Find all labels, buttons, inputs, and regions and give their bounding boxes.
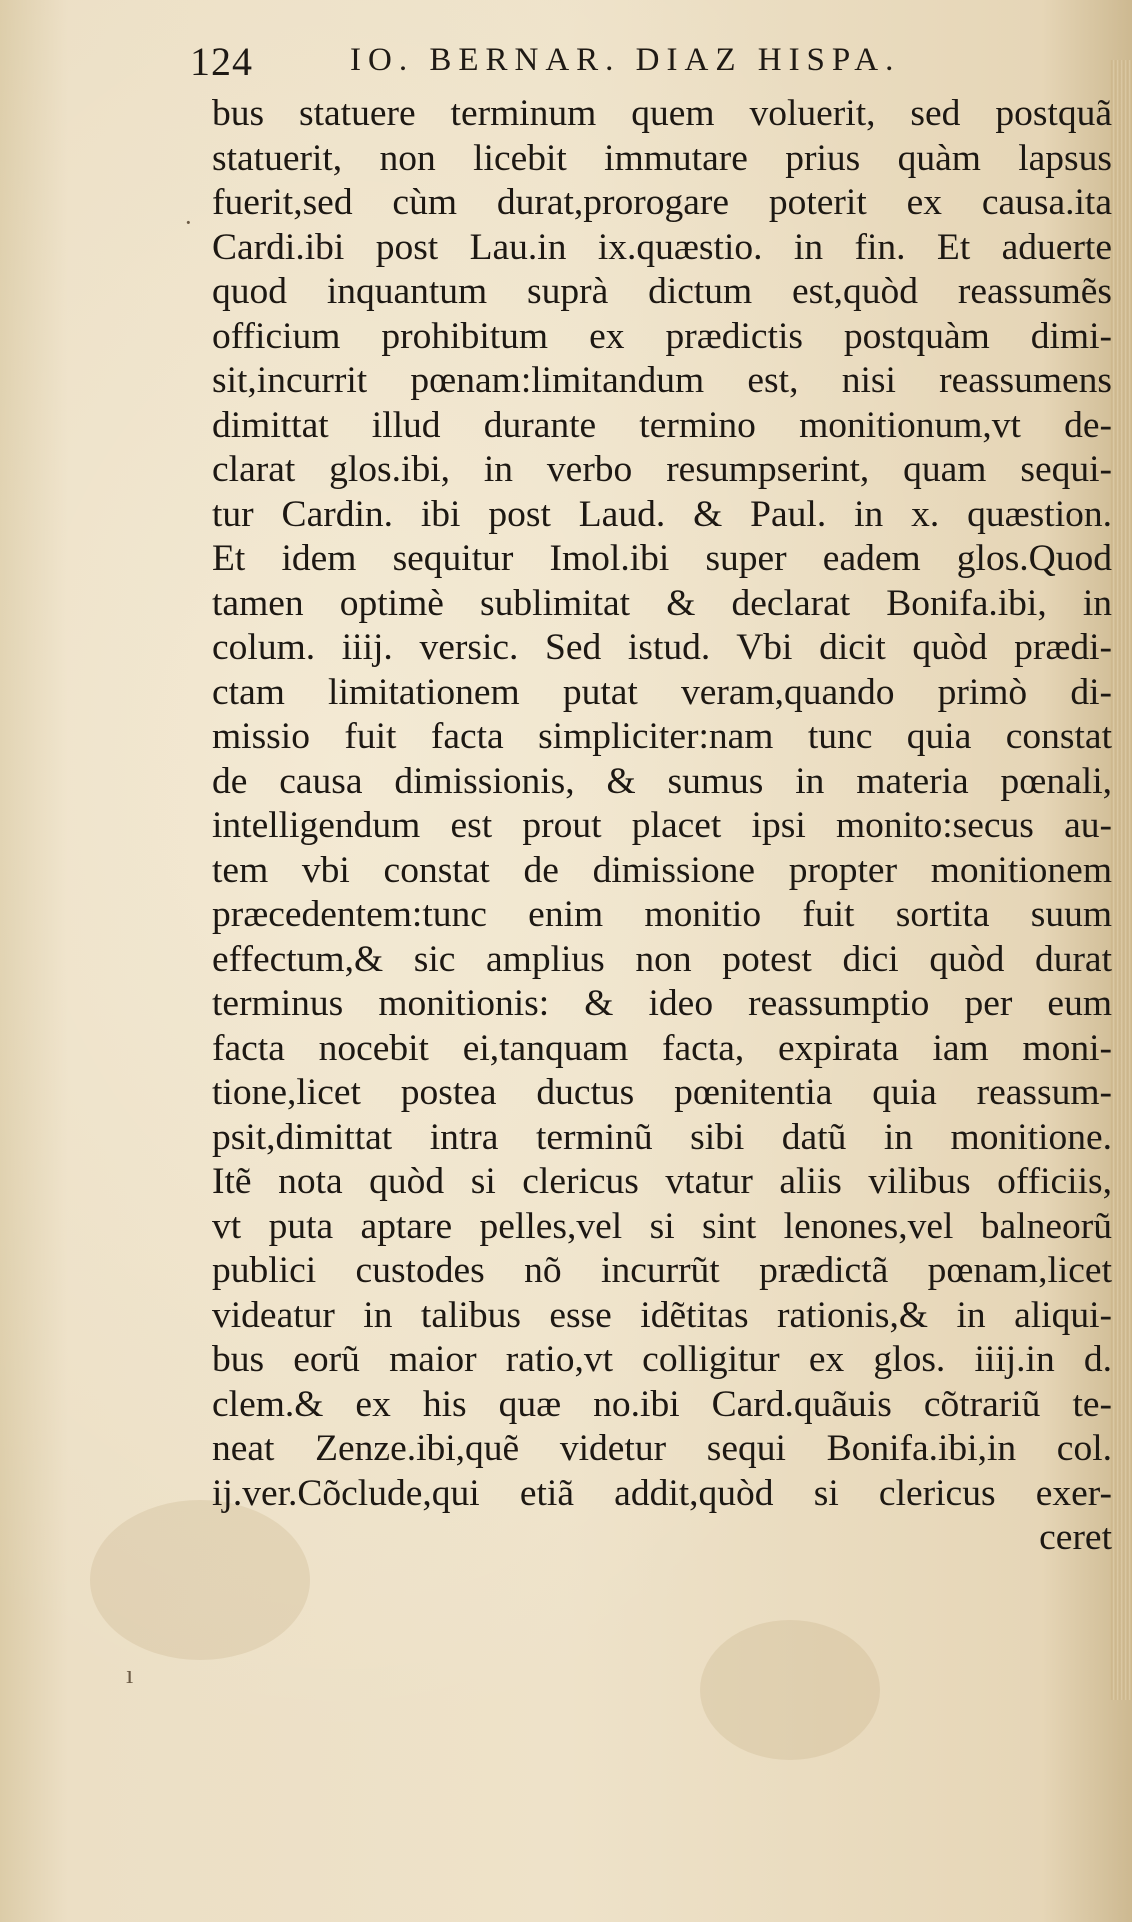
margin-mark: ı bbox=[126, 1660, 134, 1689]
text-line: ij.ver.Cõclude,qui etiã addit,quòd si clericus exer- bbox=[212, 1472, 1112, 1514]
text-line: terminus monitionis: & ideo reassumptio per eum bbox=[212, 983, 1112, 1024]
text-line: tur Cardin. ibi post Laud. & Paul. in x. quæstion. bbox=[212, 493, 1112, 535]
text-line: tem vbi constat de dimissione propter monitionem bbox=[212, 849, 1112, 891]
text-line: sit,incurrit pœnam:limitandum est, nisi reassumens bbox=[212, 360, 1112, 401]
body-text bbox=[212, 92, 1112, 1561]
text-line: tione,licet postea ductus pœnitentia quia reassum- bbox=[212, 1072, 1112, 1113]
text-line: colum. iiij. versic. Sed istud. Vbi dicit quòd prædi- bbox=[212, 627, 1112, 668]
page-fore-edge bbox=[1110, 60, 1132, 1700]
text-line: statuerit, non licebit immutare prius quàm lapsus bbox=[212, 137, 1112, 179]
text-line: videatur in talibus esse idẽtitas rationis,& in aliqui- bbox=[212, 1294, 1112, 1336]
text-line: quod inquantum suprà dictum est,quòd reassumẽs bbox=[212, 271, 1112, 312]
text-line: bus statuere terminum quem voluerit, sed postquã bbox=[212, 93, 1112, 134]
text-line: officium prohibitum ex prædictis postquàm dimi- bbox=[212, 315, 1112, 357]
folio-number: 124 bbox=[190, 39, 253, 84]
margin-mark: · bbox=[184, 208, 193, 237]
text-line: clem.& ex his quæ no.ibi Card.quãuis cõtrariũ te- bbox=[212, 1383, 1112, 1425]
text-line: publici custodes nõ incurrũt prædictã pœnam,licet bbox=[212, 1250, 1112, 1291]
text-line: dimittat illud durante termino monitionum,vt de- bbox=[212, 404, 1112, 446]
text-line: missio fuit facta simpliciter:nam tunc quia constat bbox=[212, 716, 1112, 757]
text-line: vt puta aptare pelles,vel si sint lenones,vel balneorũ bbox=[212, 1205, 1112, 1247]
text-line: præcedentem:tunc enim monitio fuit sortita suum bbox=[212, 894, 1112, 935]
text-line: tamen optimè sublimitat & declarat Bonifa.ibi, in bbox=[212, 582, 1112, 624]
catchword: ceret bbox=[1039, 1517, 1112, 1558]
paper-stain bbox=[700, 1620, 880, 1760]
text-line: ctam limitationem putat veram,quando primò di- bbox=[212, 671, 1112, 713]
page-header bbox=[190, 38, 1050, 92]
text-line: bus eorũ maior ratio,vt colligitur ex glos. iiij.in d. bbox=[212, 1339, 1112, 1380]
text-line: neat Zenze.ibi,quẽ videtur sequi Bonifa.ibi,in col. bbox=[212, 1428, 1112, 1469]
text-line: Cardi.ibi post Lau.in ix.quæstio. in fin. Et aduerte bbox=[212, 226, 1112, 268]
text-line: psit,dimittat intra terminũ sibi datũ in monitione. bbox=[212, 1116, 1112, 1158]
text-line: facta nocebit ei,tanquam facta, expirata iam moni- bbox=[212, 1027, 1112, 1069]
text-line: fuerit,sed cùm durat,prorogare poterit ex causa.ita bbox=[212, 182, 1112, 223]
running-head: IO. BERNAR. DIAZ HISPA. bbox=[350, 42, 901, 78]
text-line: Itẽ nota quòd si clericus vtatur aliis vilibus officiis, bbox=[212, 1161, 1112, 1202]
text-line: intelligendum est prout placet ipsi monito:secus au- bbox=[212, 805, 1112, 846]
text-line: effectum,& sic amplius non potest dici quòd durat bbox=[212, 938, 1112, 980]
text-line: de causa dimissionis, & sumus in materia pœnali, bbox=[212, 760, 1112, 802]
text-line: clarat glos.ibi, in verbo resumpserint, quam sequi- bbox=[212, 449, 1112, 490]
text-line: Et idem sequitur Imol.ibi super eadem glos.Quod bbox=[212, 538, 1112, 579]
